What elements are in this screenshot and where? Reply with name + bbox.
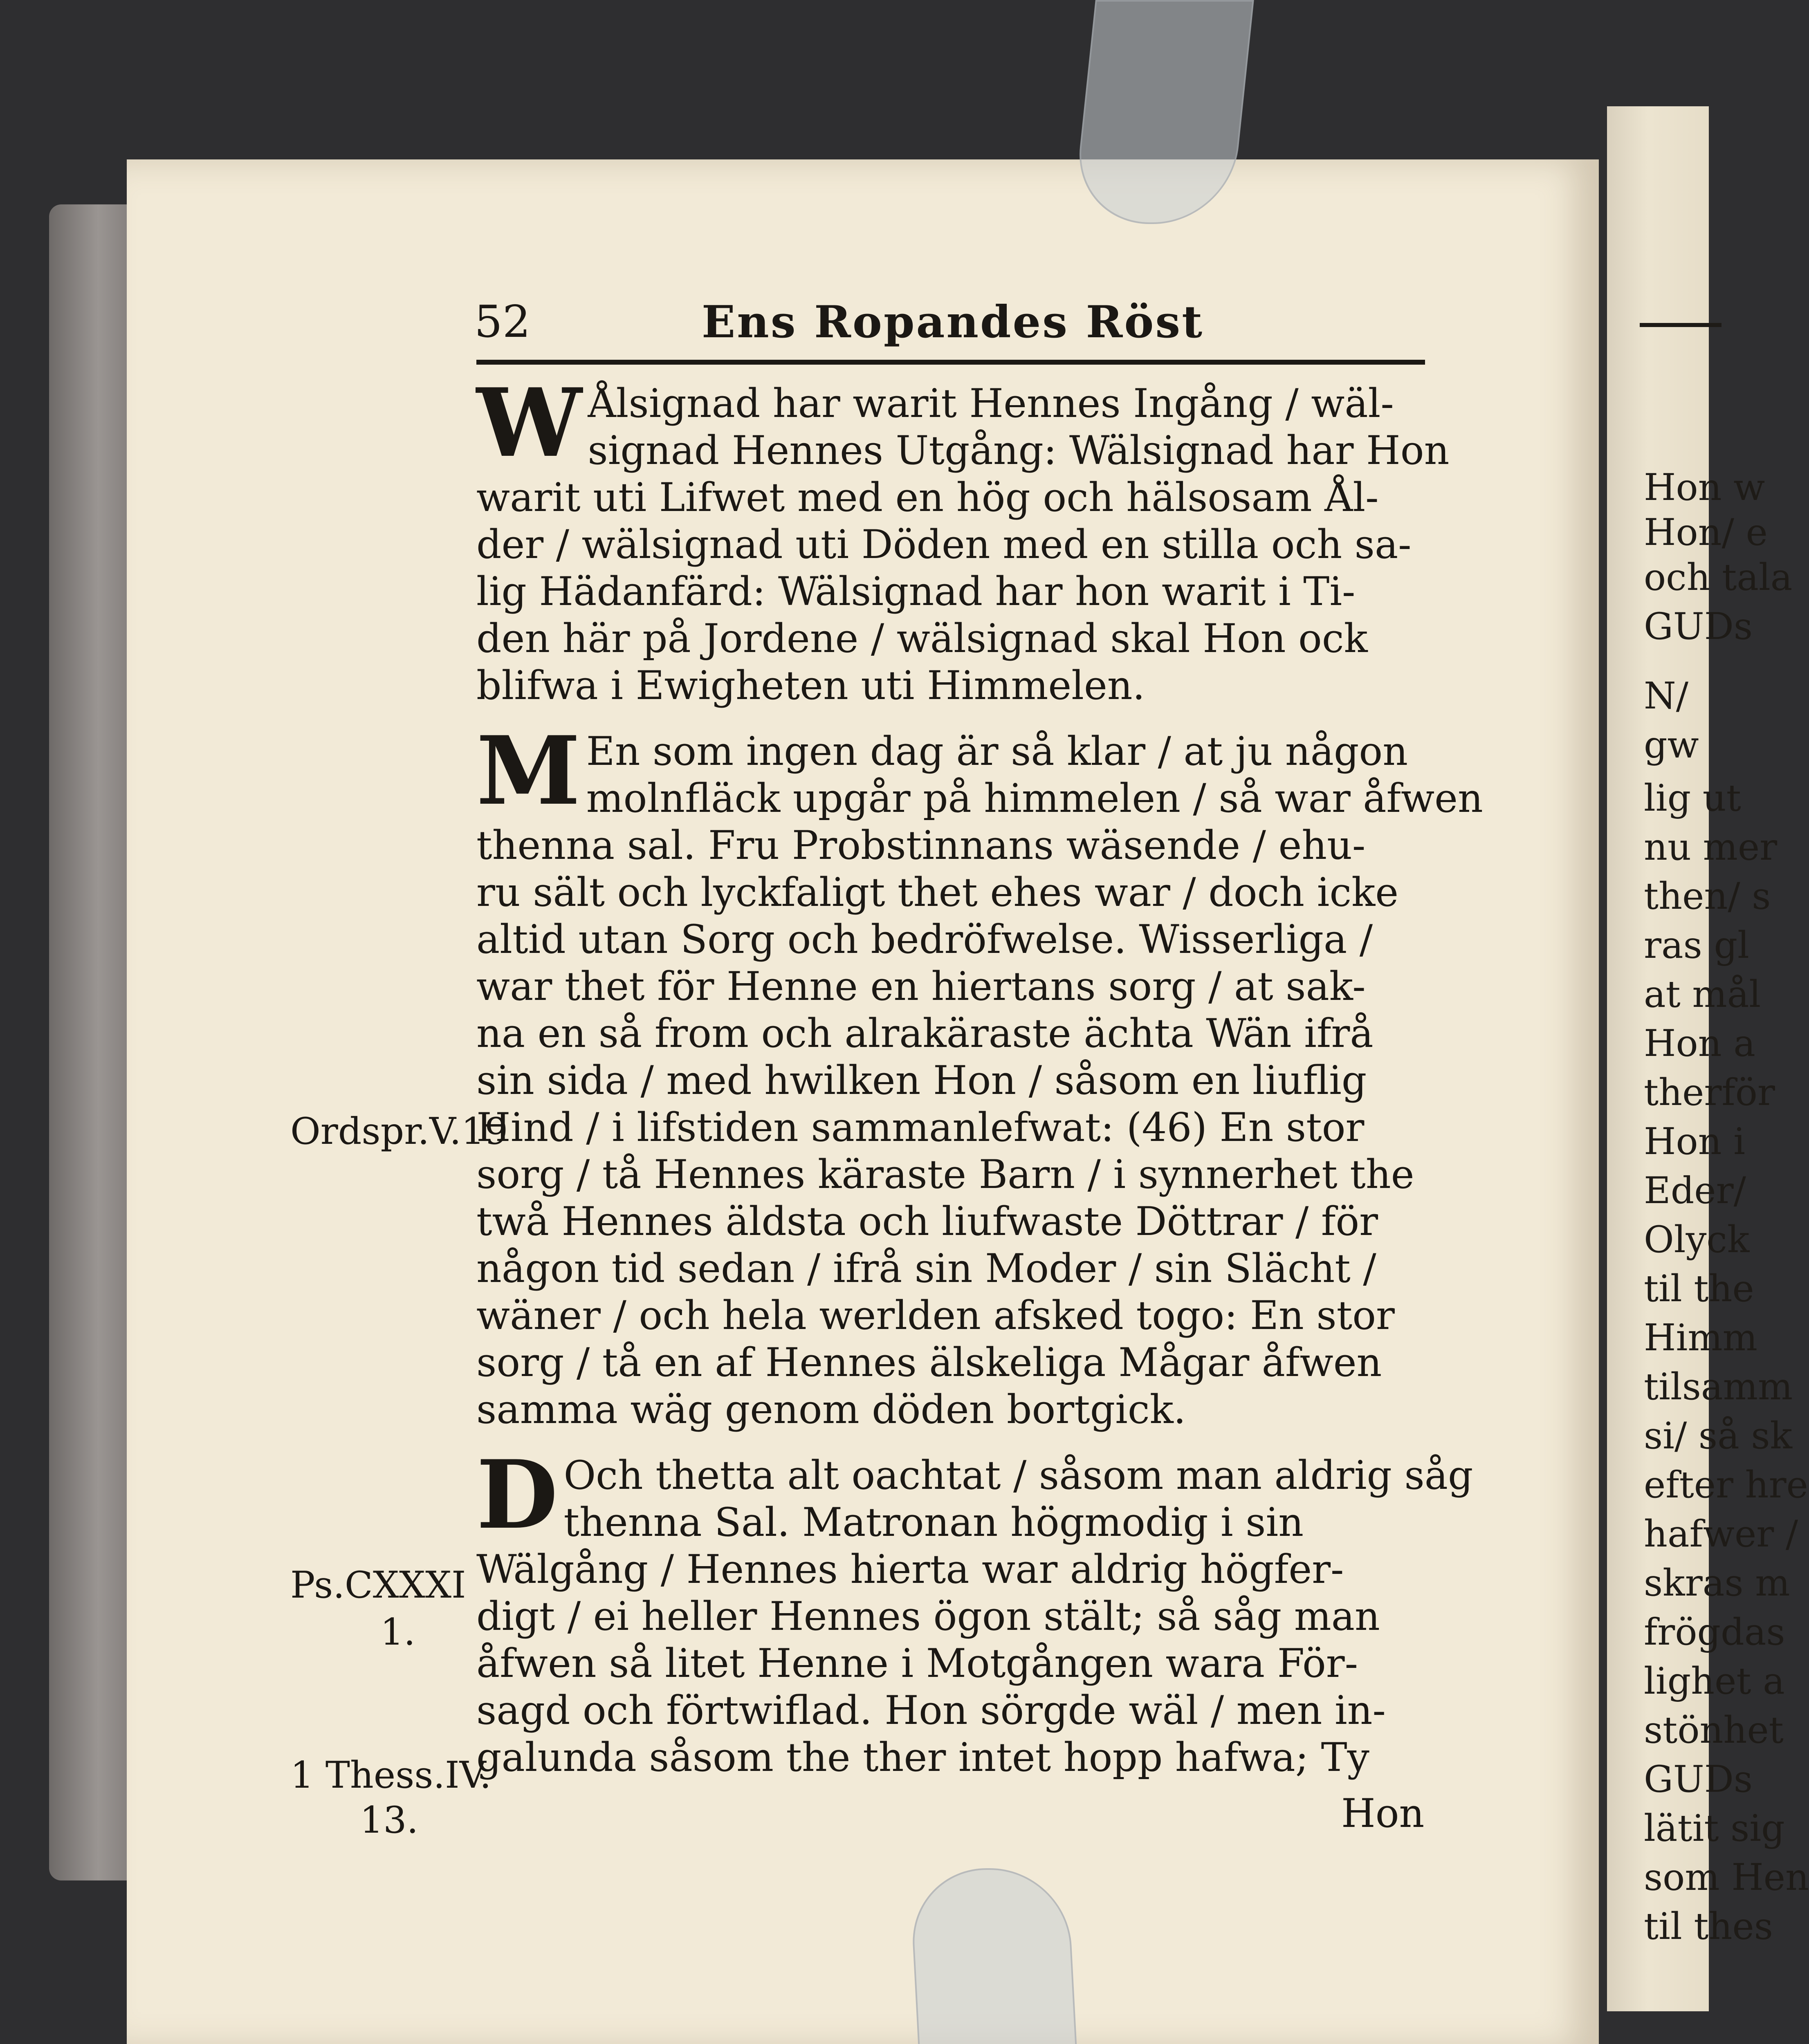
facing-line: til thes	[1644, 1905, 1773, 1948]
header-rule	[476, 360, 1425, 365]
text-line: na en så from och alrakäraste ächta Wän ifrå	[476, 1011, 1374, 1056]
facing-line: som Hen	[1644, 1856, 1809, 1899]
text-line: sorg / tå en af Hennes älskeliga Mågar åfwen	[476, 1340, 1382, 1385]
text-line: der / wälsignad uti Döden med en stilla och sa-	[476, 522, 1412, 567]
text-line: Ålsignad har warit Hennes Ingång / wäl-	[588, 381, 1394, 426]
facing-page	[1607, 106, 1809, 2011]
drop-cap: M	[476, 716, 581, 826]
facing-line: N/	[1644, 675, 1689, 717]
facing-line: Hon w	[1644, 466, 1765, 509]
text-line: samma wäg genom döden bortgick.	[476, 1387, 1186, 1432]
facing-line: Hon i	[1644, 1120, 1746, 1163]
facing-line: therför	[1644, 1071, 1775, 1114]
text-line: war thet för Henne en hiertans sorg / at sak-	[476, 964, 1366, 1009]
facing-line: GUDs	[1644, 605, 1753, 648]
margin-note: 1.	[380, 1611, 415, 1654]
text-line: sin sida / med hwilken Hon / såsom en liuflig	[476, 1058, 1367, 1103]
catchword: Hon	[1341, 1791, 1425, 1836]
facing-line: Himm	[1644, 1316, 1757, 1359]
text-line: sorg / tå Hennes käraste Barn / i synnerhet the	[476, 1152, 1414, 1197]
facing-line: stönhet	[1644, 1709, 1784, 1752]
running-title: Ens Ropandes Röst	[701, 296, 1204, 348]
paragraph	[476, 716, 1483, 1433]
margin-note: 1 Thess.IV.	[290, 1754, 492, 1797]
margin-note: Ordspr.V.19	[290, 1110, 508, 1153]
text-line: thenna Sal. Matronan högmodig i sin	[563, 1499, 1304, 1545]
text-line: twå Hennes äldsta och liufwaste Döttrar / för	[476, 1199, 1378, 1244]
drop-cap: W	[476, 368, 582, 478]
text-line: den här på Jordene / wälsignad skal Hon ock	[476, 616, 1368, 661]
text-line: åfwen så litet Henne i Motgången wara För-	[476, 1641, 1358, 1686]
margin-note: 13.	[360, 1799, 419, 1842]
text-line: blifwa i Ewigheten uti Himmelen.	[476, 663, 1145, 708]
facing-line: then/ s	[1644, 875, 1771, 918]
facing-line: efter hre	[1644, 1464, 1808, 1506]
facing-line: lig ut	[1644, 777, 1741, 820]
text-line: Hind / i lifstiden sammanlefwat: (46) En stor	[476, 1105, 1365, 1150]
facing-line: Hon a	[1644, 1022, 1755, 1065]
page-number: 52	[474, 296, 531, 347]
facing-line: skras m	[1644, 1562, 1790, 1605]
facing-line: hafwer /	[1644, 1513, 1798, 1555]
text-line: sagd och förtwiflad. Hon sörgde wäl / men in-	[476, 1688, 1386, 1733]
facing-line: Olyck	[1644, 1218, 1750, 1261]
text-line: wäner / och hela werlden afsked togo: En stor	[476, 1293, 1395, 1338]
text-line: thenna sal. Fru Probstinnans wäsende / ehu-	[476, 823, 1366, 868]
paragraph	[476, 1440, 1473, 1781]
facing-line: Hon/ e	[1644, 511, 1768, 554]
text-line: altid utan Sorg och bedröfwelse. Wisserliga /	[476, 917, 1373, 962]
facing-line: til the	[1644, 1267, 1754, 1310]
facing-line: och tala	[1644, 556, 1793, 599]
paragraph	[476, 368, 1450, 709]
facing-line: gw	[1644, 724, 1699, 766]
facing-line: tilsamm	[1644, 1365, 1793, 1408]
facing-page-rule	[1640, 323, 1721, 327]
facing-line: at mål	[1644, 973, 1761, 1016]
text-line: Wälgång / Hennes hierta war aldrig högfer-	[476, 1546, 1344, 1592]
facing-line: ras gl	[1644, 924, 1749, 967]
facing-line: GUDs	[1644, 1758, 1753, 1801]
text-line: Och thetta alt oachtat / såsom man aldrig såg	[563, 1452, 1473, 1498]
margin-note: Ps.CXXXI	[290, 1564, 466, 1607]
body-text	[476, 368, 1483, 1800]
text-line: galunda såsom the ther intet hopp hafwa; Ty	[476, 1735, 1369, 1780]
drop-cap: D	[476, 1440, 558, 1550]
text-line: någon tid sedan / ifrå sin Moder / sin Slächt /	[476, 1246, 1376, 1291]
facing-line: nu mer	[1644, 826, 1778, 869]
facing-line: lätit sig	[1644, 1807, 1785, 1850]
text-line: lig Hädanfärd: Wälsignad har hon warit i Ti-	[476, 569, 1356, 614]
facing-line: si/ så sk	[1644, 1414, 1793, 1457]
text-line: signad Hennes Utgång: Wälsignad har Hon	[588, 428, 1450, 473]
text-line: warit uti Lifwet med en hög och hälsosam Ål-	[476, 475, 1379, 520]
facing-line: frögdas	[1644, 1611, 1785, 1654]
text-line: molnfläck upgår på himmelen / så war åfwen	[586, 775, 1483, 821]
facing-line: Eder/	[1644, 1169, 1746, 1212]
facing-line: lighet a	[1644, 1660, 1785, 1703]
text-line: digt / ei heller Hennes ögon stält; så såg man	[476, 1594, 1380, 1639]
text-line: ru sält och lyckfaligt thet ehes war / doch icke	[476, 870, 1399, 915]
text-line: En som ingen dag är så klar / at ju någon	[586, 728, 1408, 774]
page-header	[474, 296, 1431, 350]
